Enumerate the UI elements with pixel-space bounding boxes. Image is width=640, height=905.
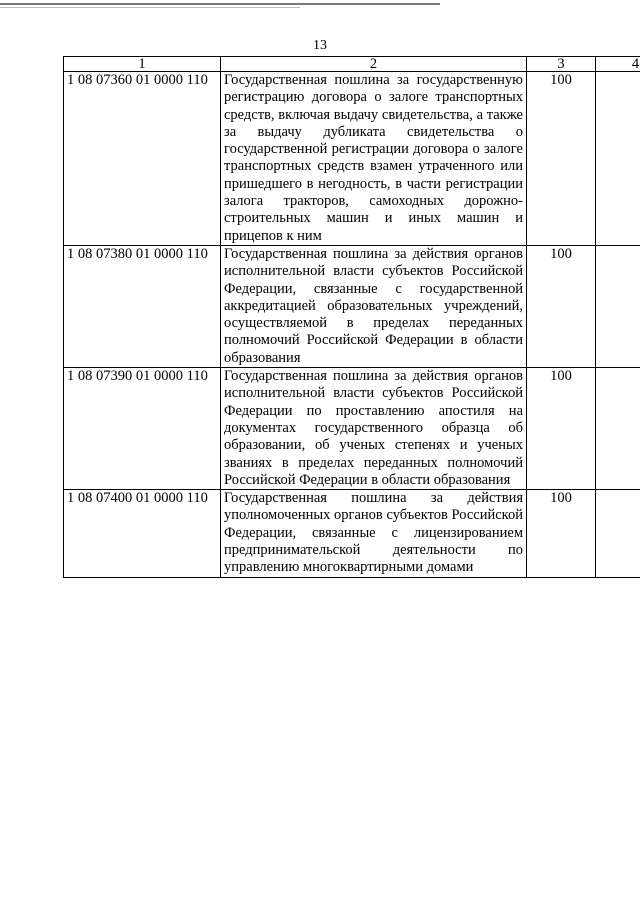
row-amount: 100	[527, 368, 596, 490]
top-divider-secondary	[0, 7, 300, 8]
row-code: 1 08 07380 01 0000 110	[64, 245, 221, 367]
row-amount: 100	[527, 245, 596, 367]
row-code: 1 08 07360 01 0000 110	[64, 72, 221, 246]
table-row	[64, 490, 640, 577]
table-row	[64, 245, 640, 367]
row-description: Государственная пошлина за действия органов исполнительной власти субъектов Российской Федерации, связанные с государственной аккредитацией образовательных учреждений, осуществляемой в пределах переданных полномочий Российской Федерации в области образования	[221, 245, 527, 367]
row-col4	[596, 368, 640, 490]
header-col-4: 4	[596, 57, 640, 72]
table-header-row	[64, 57, 640, 72]
row-col4	[596, 245, 640, 367]
table-row	[64, 72, 640, 246]
row-code: 1 08 07400 01 0000 110	[64, 490, 221, 577]
table-row	[64, 368, 640, 490]
header-col-3: 3	[527, 57, 596, 72]
row-description: Государственная пошлина за действия органов исполнительной власти субъектов Российской Федерации по проставлению апостиля на документах государственного образца об образовании, об ученых степенях и ученых званиях в пределах переданных полномочий Российской Федерации в области образования	[221, 368, 527, 490]
budget-classification-table	[63, 56, 640, 578]
header-col-1: 1	[64, 57, 221, 72]
header-col-2: 2	[221, 57, 527, 72]
row-description: Государственная пошлина за государственную регистрацию договора о залоге транспортных средств, включая выдачу свидетельства, а также за выдачу дубликата свидетельства о государственной регистрации договора о залоге транспортных средств взамен утраченного или пришедшего в негодность, в части регистрации залога тракторов, самоходных дорожно-строительных машин и иных машин и прицепов к ним	[221, 72, 527, 246]
top-divider	[0, 3, 440, 5]
row-code: 1 08 07390 01 0000 110	[64, 368, 221, 490]
row-col4	[596, 72, 640, 246]
row-amount: 100	[527, 72, 596, 246]
row-amount: 100	[527, 490, 596, 577]
page-number: 13	[313, 38, 327, 53]
row-col4	[596, 490, 640, 577]
row-description: Государственная пошлина за действия уполномоченных органов субъектов Российской Федерации, связанные с лицензированием предпринимательской деятельности по управлению многоквартирными домами	[221, 490, 527, 577]
